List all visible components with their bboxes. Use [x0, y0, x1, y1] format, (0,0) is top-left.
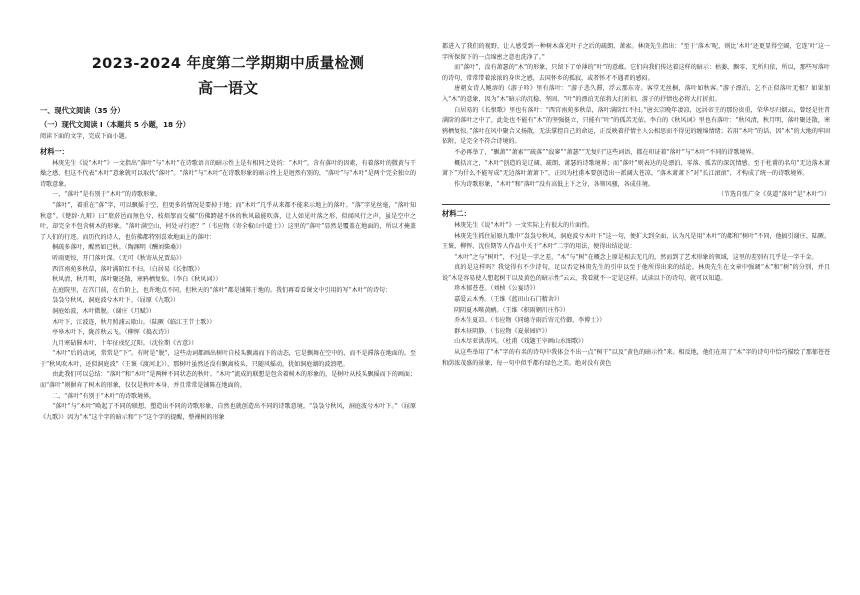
paragraph: 林庚先生抓住屈原九歌中“袅袅兮秋风，洞庭波兮木叶下”这一句，便扩大到全面，认为凡是用“木叶”的都和“树叶”不同，他搞引谢庄、陆厥、王褒、柳恽、沈佺期等人作品中关于“木叶”二字的用法，便得出结论说： — [442, 232, 830, 251]
paragraph: 一、“落叶”是有别于“木叶”的诗歌形象。 — [52, 191, 162, 199]
material-label: 材料一： — [40, 146, 69, 156]
paragraph: 林庚先生《说“木叶”》一文实际上有很大的片面性。 — [454, 221, 594, 229]
paragraph: 林庚先生《说“木叶”》一文指出“落叶”与“木叶”在诗歌语言的暗示性上是有相同之处的：“木叶”，含有落叶的因素，有着落叶的微黄与干燥之感，但这不代表“木叶”意象就可以取代“落叶”。“落叶”与“木叶”在诗歌形象的暗示性上是迥然有别的，“落叶”与“木叶”是两个完全独立的诗歌意象。 — [40, 159, 416, 188]
material-label: 材料二： — [442, 208, 471, 218]
section-heading: 一、现代文阅读（35 分） — [40, 106, 125, 115]
paragraph: “木叶”之与“树叶”，不过是一字之差，“木”与“树”在概念上原是相去无几的，然而到了艺术形象的领域，这里的差别有几乎是一字千金。 — [454, 253, 818, 261]
paragraph: 在庭院里，在宫门前，在台阶上，也许地点不同，但秋天的“落叶”都是铺陈于地的。我们再看看课文中引用的写“木叶”的诗句： — [52, 286, 391, 294]
paragraph: 都进入了我们的视野，让人感受到一种树木落光叶子之后的疏朗、萧索。林庚先生指出：“至于‘落木’呢，则比‘木叶’还更显得空阔，它连‘叶’这一字所保留下的一点绵密之意也洗净了。” — [442, 43, 830, 61]
source-citation: （节选自张广全《莫道“落叶”是“木叶”》） — [717, 191, 830, 199]
quote-line: 九月寒砧催木叶，十年征戍忆辽阳。（沈佺期《古意》） — [52, 339, 198, 347]
instruction-text: 阅读下面的文字，完成下面小题。 — [40, 133, 131, 140]
quote-line: 西宫南苑多秋草，落叶满阶红不扫。（白居易《长恨歌》） — [52, 265, 204, 273]
quote-line: 桐疏多落叶，醒然如已秋。（陶渊明《酬刘柴桑》） — [52, 244, 186, 252]
paragraph: 白居易的《长恨歌》里也有落叶：“西宫南苑多秋草，落叶满阶红不扫。”唐玄宗晚年凄凉，远居帝王的那份贵重，荣华尽归烟云，曾经是往昔满阶的落叶之中了，此处也不能有“木”的坚强挺立，只能有“叶”的孤苦无依。李白的《秋风词》里也有落叶：“秋风清，秋月明，落叶聚还散，寒鸦栖复惊。”落叶在风中聚合又扬散，无法掌控自己的命运，正反映着抒情主人公相思而不得见的缠绵情绪；若用“木叶”的话，因“木”的大地的牢固依附，是完全不符合诗境的。 — [442, 106, 830, 146]
paragraph: 真的是这样吗？我觉得有不少诗句，足以否定林庚先生的引申以至于他所得出来的结论。林庚先生在文章中强调“木”和“树”的分别，并且说“木是容易使人想起树干以及黄色的暗示性”云云，我看就不一定是这样。试读以下的诗句，就可以知道。 — [442, 264, 830, 282]
quote-line: 嘉爱云木秀。（王维《蓝田山石门精舍》） — [454, 296, 563, 304]
quote-line: 秋风清，秋月明，落叶聚还散，寒鸦栖复惊。（李白《秋风词》） — [52, 276, 222, 284]
paragraph: 不必再举了，“飘萧”“萧索”“疏落”“寂寥”“萧瑟”“无复归”这些词语，都在印证着“落叶”与“木叶”不同的诗歌境界。 — [454, 148, 758, 156]
paragraph: 而“落叶”，没有萧瑟的“木”的形象，只留下了单薄的“叶”的意蕴。它们向我们传达着这样的暗示：枯萎、飘零、无所归依，所以，那些写落叶的诗句，常常带着浓浓的身世之感，去国怀乡的孤寂，或者怀才不遇者的感闷。 — [442, 64, 830, 82]
paragraph: 作为诗歌形象，“木叶”和“落叶”没有高低上下之分，各领风骚，各成佳境。 — [454, 180, 654, 188]
page-subtitle: 高一语文 — [197, 79, 258, 97]
right-column — [430, 0, 860, 595]
page-title: 2023-2024 年度第二学期期中质量检测 — [91, 56, 365, 72]
quote-line: 阴阴夏木啭黄鹂。（王维《积雨辋川庄作》） — [454, 306, 569, 314]
paragraph: 二、“落叶”有别于“木叶”的诗歌境界。 — [52, 392, 156, 400]
quote-line: 乔木生夏凉。（韦应物《同德寺雨后寄元侍御、李博士》） — [454, 317, 606, 325]
quote-line: 木叶下，江波连，秋月照浦云歇山。（陆厥《临江王节士歌》） — [52, 318, 216, 326]
paragraph: “木叶”后的动词，常常是“下”。有时是“脱”，这些动词都画出树叶自枝头飘离而下的动态，它是飘舞在空中的，而不是滞落在地面的。至于“秋风吹木叶，还似洞庭波”（王褒《渡河北》），那树叶虽然还没有飘离枝头，只随风摇动，犹如洞庭湖的波浪吧。 — [40, 350, 416, 368]
quote-line: 听雨更惊，开门落叶深。（无可《秋寄从兄贾岛》） — [52, 254, 186, 262]
subsection-heading: （一）现代文阅读 I（本题共 5 小题，18 分） — [40, 120, 190, 129]
paragraph: 唐朝女诗人鲍溶的《游子吟》里有落叶：“游子悲久滞，浮云那东寄。客堂无丝桐，落叶如秋客。”游子漂泊，乞不正似落叶无根？如果加入“木”的意象，因为“木”暗示的沉稳、坚固，“叶”的漂泊无依将大打折扣，游子的抒情也必将大打折扣。 — [442, 85, 830, 103]
paragraph: “落叶”与“木叶”唤起了不同的联想，塑造出不同的诗歌形象，自然也就创造出不同的诗歌意境。“袅袅兮秋风，洞庭波兮木叶下。”（屈原《九歌》）因为“木”这个字的暗示和“下”这个字的提醒，整裸树的形象 — [40, 403, 416, 421]
divider — [442, 204, 830, 205]
paragraph: 由此我们可以总结：“落叶”和“木叶”是两种不同状态的秋叶。“木叶”流成的联想是包含着树木的形象的，是树叶从枝头飘摇而下的画面；而“落叶”则摒弃了树木的形象，仅仅是秋叶本身，并且常常是铺陈在地面的。 — [40, 371, 416, 390]
paragraph: 概括言之，“木叶”创造的是辽阔、疏朗、萧瑟的诗歌境界；而“落叶”则表达的是漂泊、零落、孤苦的深沉情感。至于杜甫的名句“无边落木萧萧下”为什么不能写成“无边落叶萧萧下”，正因为杜甫本要创造出一派阔大苍凉，“落木萧萧下”对“长江滚滚”，才构成了统一的诗歌境界。 — [442, 159, 830, 178]
quote-line: 山木尽亚洪涛风。（杜甫《戏题王宰画山水图歌》） — [454, 338, 588, 346]
quote-line: 亭皋木叶下，陇首秋云飞。（柳恽《捣衣诗》） — [52, 329, 174, 337]
quote-line: 群木昼阴静。（韦应物《夏景园庐》） — [454, 327, 551, 335]
paragraph: “落叶”，着重在“落”字，可以飘摇于空，但更多的情况是要掉于地；而“木叶”几乎从来都不能来示地上的落叶。“落”字见丝毫，“落叶知秋意”。《楚辞·九辩》曰“葉菸邑而無色兮，枝煩挐而交橫”仿佛跨越不休的秋风最能吹落，让人如见叶落之形，似闻风行之声，虽是空中之叶，却完全不包含树木的形象。“落叶满空山，何处寻行迹？”（韦应物《寄全椒山中道士》）这里的“落叶”显然是覆盖在地面的，所以才掩盖了人们的行迹。而历代的诗人，也仿佛都特别喜欢地面上的落叶： — [40, 201, 416, 241]
quote-line: 洞庭始波，木叶微脱。（谢庄《月赋》） — [52, 307, 155, 315]
quote-line: 袅袅兮秋风，洞庭波兮木叶下。（屈原《九歌》） — [52, 297, 180, 305]
quote-line: 珍木郁苍苍。（刘桢《公宴诗》） — [454, 285, 539, 293]
paragraph: 从这些举用了“木”字的有名的诗句中我体会不出一点“树干”以及“黄色的暗示性”来。相反地，他们在用了“木”字的诗句中恰巧描绘了那郁苍苍和荫浓茂盛的景象，每一句中似乎都有绿色之美。绝对没有黄色 — [442, 349, 830, 367]
